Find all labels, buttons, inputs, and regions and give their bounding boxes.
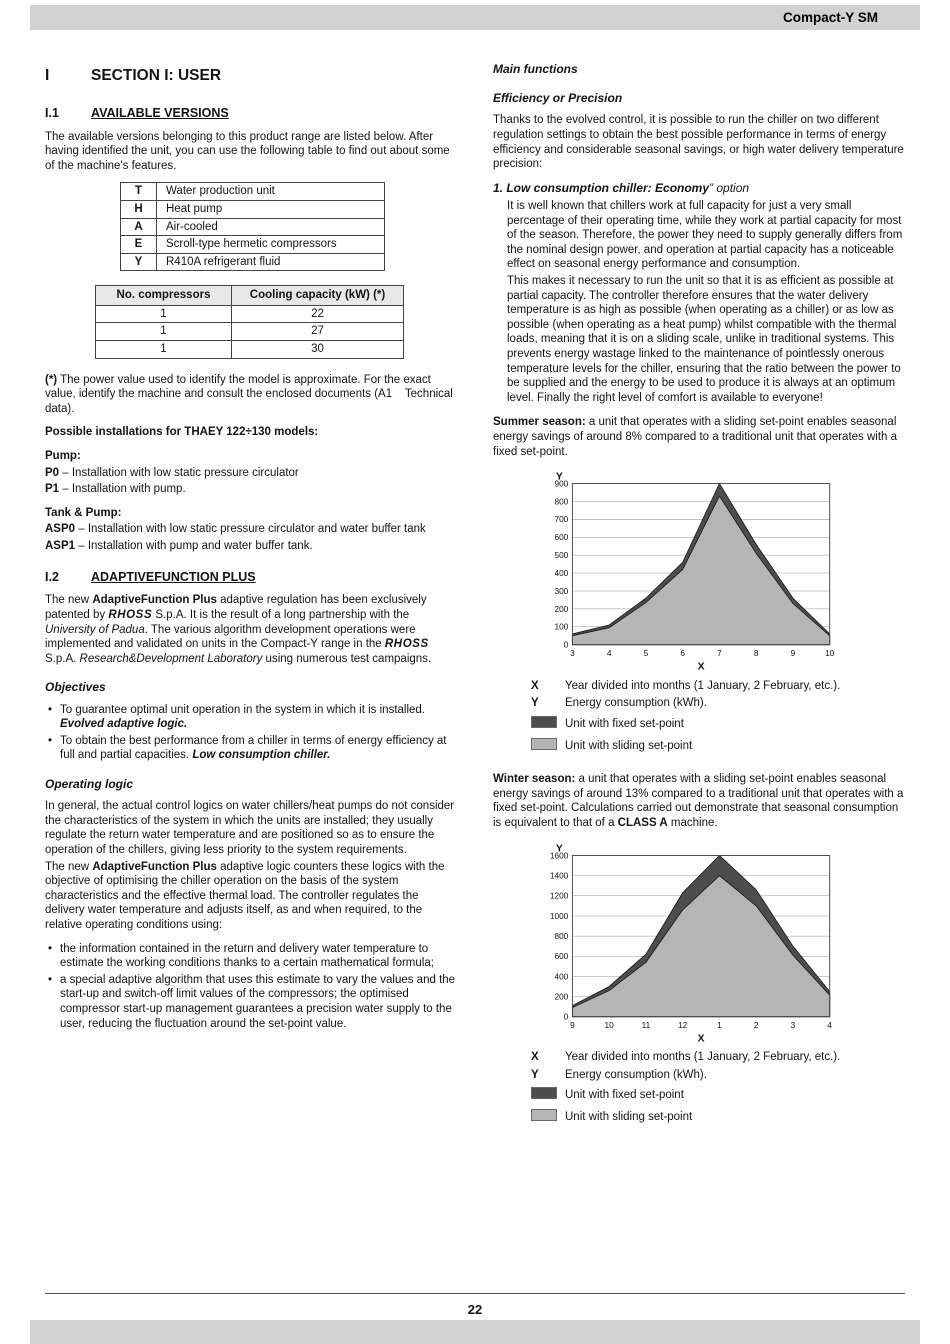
- fixed-setpoint-swatch: [531, 1087, 557, 1099]
- table-row: [121, 236, 385, 254]
- column-header: No. compressors: [96, 286, 232, 306]
- feature-desc: Scroll-type hermetic compressors: [157, 236, 385, 254]
- table-row: [121, 218, 385, 236]
- cell-compressors: 1: [96, 305, 232, 323]
- feature-code: T: [121, 183, 157, 201]
- subsection-title: AVAILABLE VERSIONS: [91, 105, 229, 120]
- legend-sliding-label: Unit with sliding set-point: [565, 1110, 693, 1123]
- operating-logic-list: [45, 942, 457, 1032]
- svg-text:500: 500: [554, 551, 569, 561]
- installations-heading: Possible installations for THAEY 122÷130 models:: [45, 426, 319, 439]
- left-column: [45, 60, 457, 1143]
- svg-text:1: 1: [717, 1020, 722, 1030]
- svg-text:800: 800: [554, 931, 569, 941]
- pump-heading: Pump:: [45, 450, 81, 463]
- feature-code: E: [121, 236, 157, 254]
- svg-text:0: 0: [563, 640, 569, 650]
- adaptivefunction-body: The new AdaptiveFunction Plus adaptive regulation has been exclusively patented by RHOSS S.p.A. It is the result of a long partnership with the University of Padua. The various algorithm development operations were implemented and validated on units in the Compact-Y range in the RHOSS S.p.A. Research&Development Laboratory using numerous test campaigns.: [45, 594, 432, 665]
- tank-pump-heading: Tank & Pump:: [45, 506, 122, 519]
- economy-p2: This makes it necessary to run the unit so that it is as efficient as possible at partial capacity. The controller therefore ensures that the water delivery temperature is as high as possible (when operating as a chiller) or as low as possible (when operating as a heat pump) whilst compatible with the thermal loads, meaning that it is on a sliding scale, unlike in traditional systems. This prevents energy wastage linked to the maintenance of pointlessly onerous temperature levels for the chiller, ensuring that the ratio between the power to be supplied and the energy to be used to produce it is always at an optimum level. Finally the right level of comfort is available to everyone!: [507, 275, 901, 404]
- svg-text:0: 0: [563, 1012, 569, 1022]
- compressors-table: [95, 285, 404, 358]
- svg-text:400: 400: [554, 971, 569, 981]
- header-bar: [30, 5, 920, 30]
- winter-season-text: Winter season: a unit that operates with a sliding set-point enables seasonal energy savings of around 13% compared to a traditional unit that operates with a fixed set-point. Calculations carried out demonstrate that seasonal consumption is equivalent to that of a CLASS A machine.: [493, 773, 904, 829]
- section-heading: [45, 66, 457, 86]
- table-row: [96, 305, 404, 323]
- svg-text:200: 200: [554, 991, 569, 1001]
- efficiency-intro: Thanks to the evolved control, it is possible to run the chiller on two different regulation settings to obtain the best possible performance in terms of energy efficiency and considerable seasonal savings, or high water delivery temperature precision:: [493, 114, 904, 171]
- objectives-list: [45, 703, 457, 763]
- legend-row-y: [531, 696, 905, 711]
- operating-logic-p2: The new AdaptiveFunction Plus adaptive logic counters these logics with the objective of optimising the chiller operation on the basis of the system characteristics and the effective thermal load. The controller regulates the delivery water temperature and adjusts itself, as and when required, to the relative operating conditions using:: [45, 860, 445, 932]
- bullet-item: • To guarantee optimal unit operation in the system in which it is installed. Evolved adaptive logic.: [45, 703, 457, 732]
- page-number: 22: [467, 1301, 483, 1317]
- svg-text:Y: Y: [555, 842, 563, 854]
- svg-text:6: 6: [680, 649, 685, 659]
- subsection-heading-adaptivefunction: [45, 570, 457, 586]
- legend-y-key: Y: [531, 697, 539, 710]
- svg-text:10: 10: [604, 1020, 614, 1030]
- efficiency-precision-heading: Efficiency or Precision: [493, 91, 623, 106]
- feature-desc: Heat pump: [157, 200, 385, 218]
- feature-code: Y: [121, 253, 157, 271]
- footer-divider: [45, 1293, 905, 1294]
- features-table: [120, 182, 385, 271]
- svg-text:3: 3: [570, 649, 575, 659]
- tank-line-asp1: ASP1 – Installation with pump and water buffer tank.: [45, 540, 313, 553]
- column-header: Cooling capacity (kW) (*): [232, 286, 404, 306]
- legend-x-key: X: [531, 1051, 539, 1064]
- economy-option-item: [493, 181, 905, 406]
- summer-season-text: Summer season: a unit that operates with a sliding set-point enables seasonal energy savings of around 8% compared to a traditional unit that operates with a fixed set-point.: [493, 416, 898, 458]
- svg-text:3: 3: [790, 1020, 796, 1030]
- economy-option-heading: 1. Low consumption chiller: Economy” option: [493, 180, 750, 195]
- legend-x-desc: Year divided into months (1 January, 2 February, etc.).: [565, 679, 841, 692]
- legend-fixed-label: Unit with fixed set-point: [565, 717, 684, 730]
- legend-fixed-label: Unit with fixed set-point: [565, 1089, 684, 1102]
- legend-row-sliding: [531, 738, 905, 755]
- table-row: [96, 341, 404, 359]
- legend-sliding-label: Unit with sliding set-point: [565, 739, 693, 752]
- svg-text:200: 200: [554, 604, 569, 614]
- subsection-number: I.2: [45, 569, 59, 584]
- svg-text:600: 600: [554, 951, 569, 961]
- feature-desc: Water production unit: [157, 183, 385, 201]
- bullet-item: • a special adaptive algorithm that uses this estimate to vary the values and the start-up and switch-off limit values of the compressors; the optimised compressor start-up management guarantees a precision water supply to the user, reducing the fluctuation around the set-point value.: [45, 973, 457, 1031]
- cell-capacity: 30: [232, 341, 404, 359]
- cell-compressors: 1: [96, 323, 232, 341]
- legend-row-x: [531, 1050, 905, 1065]
- svg-text:4: 4: [606, 649, 612, 659]
- operating-logic-p1: In general, the actual control logics on water chillers/heat pumps do not consider the characteristics of the system in which the units are installed; they usually regulate the return water temperature and are positioned so as to ensure the operation of the chillers, giving less priority to the system requirements.: [45, 800, 455, 857]
- right-column: [493, 60, 905, 1143]
- summer-season-chart: [529, 468, 839, 673]
- svg-text:1400: 1400: [549, 871, 569, 881]
- cell-compressors: 1: [96, 341, 232, 359]
- subsection-number: I.1: [45, 105, 59, 120]
- legend-row-sliding: [531, 1109, 905, 1126]
- table-row: [121, 183, 385, 201]
- sliding-setpoint-swatch: [531, 738, 557, 750]
- main-functions-heading: Main functions: [493, 62, 578, 76]
- feature-desc: R410A refrigerant fluid: [157, 253, 385, 271]
- legend-row-fixed: [531, 1087, 905, 1104]
- svg-text:400: 400: [554, 569, 569, 579]
- svg-text:1000: 1000: [549, 911, 569, 921]
- operating-logic-heading: Operating logic: [45, 777, 134, 792]
- svg-text:12: 12: [678, 1020, 688, 1030]
- svg-text:1600: 1600: [549, 850, 569, 860]
- feature-desc: Air-cooled: [157, 218, 385, 236]
- chart-svg: [529, 840, 839, 1045]
- svg-text:4: 4: [827, 1020, 832, 1030]
- section-number: I: [45, 67, 50, 84]
- summer-chart-legend: [531, 679, 905, 754]
- fixed-setpoint-swatch: [531, 716, 557, 728]
- winter-chart-legend: [531, 1050, 905, 1125]
- feature-code: A: [121, 218, 157, 236]
- svg-text:8: 8: [753, 649, 759, 659]
- svg-text:900: 900: [554, 479, 569, 489]
- legend-y-desc: Energy consumption (kWh).: [565, 697, 707, 710]
- svg-text:700: 700: [554, 515, 569, 525]
- tank-line-asp0: ASP0 – Installation with low static pressure circulator and water buffer tank: [45, 523, 426, 536]
- bullet-item: • To obtain the best performance from a chiller in terms of energy efficiency at full and partial capacities. Low consumption chiller.: [45, 734, 457, 763]
- cell-capacity: 27: [232, 323, 404, 341]
- legend-y-key: Y: [531, 1068, 539, 1081]
- available-versions-intro: The available versions belonging to this product range are listed below. After having identified the unit, you can use the following table to find out about some of the machine's features.: [45, 130, 450, 172]
- table-row: [121, 253, 385, 271]
- legend-row-fixed: [531, 716, 905, 733]
- pump-line-p1: P1 – Installation with pump.: [45, 483, 186, 496]
- cell-capacity: 22: [232, 305, 404, 323]
- chart-svg: [529, 468, 839, 673]
- svg-text:9: 9: [570, 1020, 575, 1030]
- table-row: [96, 323, 404, 341]
- legend-row-x: [531, 679, 905, 694]
- svg-text:7: 7: [717, 649, 722, 659]
- svg-text:100: 100: [554, 622, 569, 632]
- svg-text:5: 5: [643, 649, 649, 659]
- svg-text:10: 10: [825, 649, 835, 659]
- subsection-heading-available-versions: [45, 106, 457, 122]
- subsection-title: ADAPTIVEFUNCTION PLUS: [91, 569, 256, 584]
- svg-text:Y: Y: [555, 471, 563, 483]
- svg-text:800: 800: [554, 497, 569, 507]
- footer-bar: [30, 1320, 920, 1344]
- legend-x-desc: Year divided into months (1 January, 2 February, etc.).: [565, 1051, 841, 1064]
- sliding-setpoint-swatch: [531, 1109, 557, 1121]
- feature-code: H: [121, 200, 157, 218]
- economy-p1: It is well known that chillers work at full capacity for just a very small percentage of their operating time, while they work at partial capacity for most of the season. Therefore, the power they need to supply generally differs from the nominal design power, and operation at partial capacity has a noticeable effect on seasonal energy performance and consumption.: [507, 200, 903, 271]
- table-header-row: [96, 286, 404, 306]
- svg-text:300: 300: [554, 587, 569, 597]
- document-title: Compact-Y SM: [782, 9, 878, 25]
- page-content: [45, 60, 905, 1143]
- svg-text:600: 600: [554, 533, 569, 543]
- svg-text:1200: 1200: [549, 891, 569, 901]
- svg-text:11: 11: [641, 1020, 651, 1030]
- table-row: [121, 200, 385, 218]
- winter-season-chart: [529, 840, 839, 1045]
- legend-y-desc: Energy consumption (kWh).: [565, 1068, 707, 1081]
- legend-x-key: X: [531, 679, 539, 692]
- svg-text:2: 2: [753, 1020, 759, 1030]
- objectives-heading: Objectives: [45, 680, 106, 695]
- svg-text:X: X: [697, 1033, 705, 1045]
- svg-text:9: 9: [790, 649, 796, 659]
- section-title: SECTION I: USER: [91, 67, 222, 84]
- legend-row-y: [531, 1068, 905, 1083]
- svg-text:X: X: [697, 661, 705, 673]
- power-value-note: (*) The power value used to identify the model is approximate. For the exact value, identify the machine and consult the enclosed documents (A1 Technical data).: [45, 373, 453, 415]
- bullet-item: • the information contained in the return and delivery water temperature to estimate the working conditions thanks to a certain mathematical formula;: [45, 942, 457, 971]
- pump-line-p0: P0 – Installation with low static pressure circulator: [45, 466, 299, 479]
